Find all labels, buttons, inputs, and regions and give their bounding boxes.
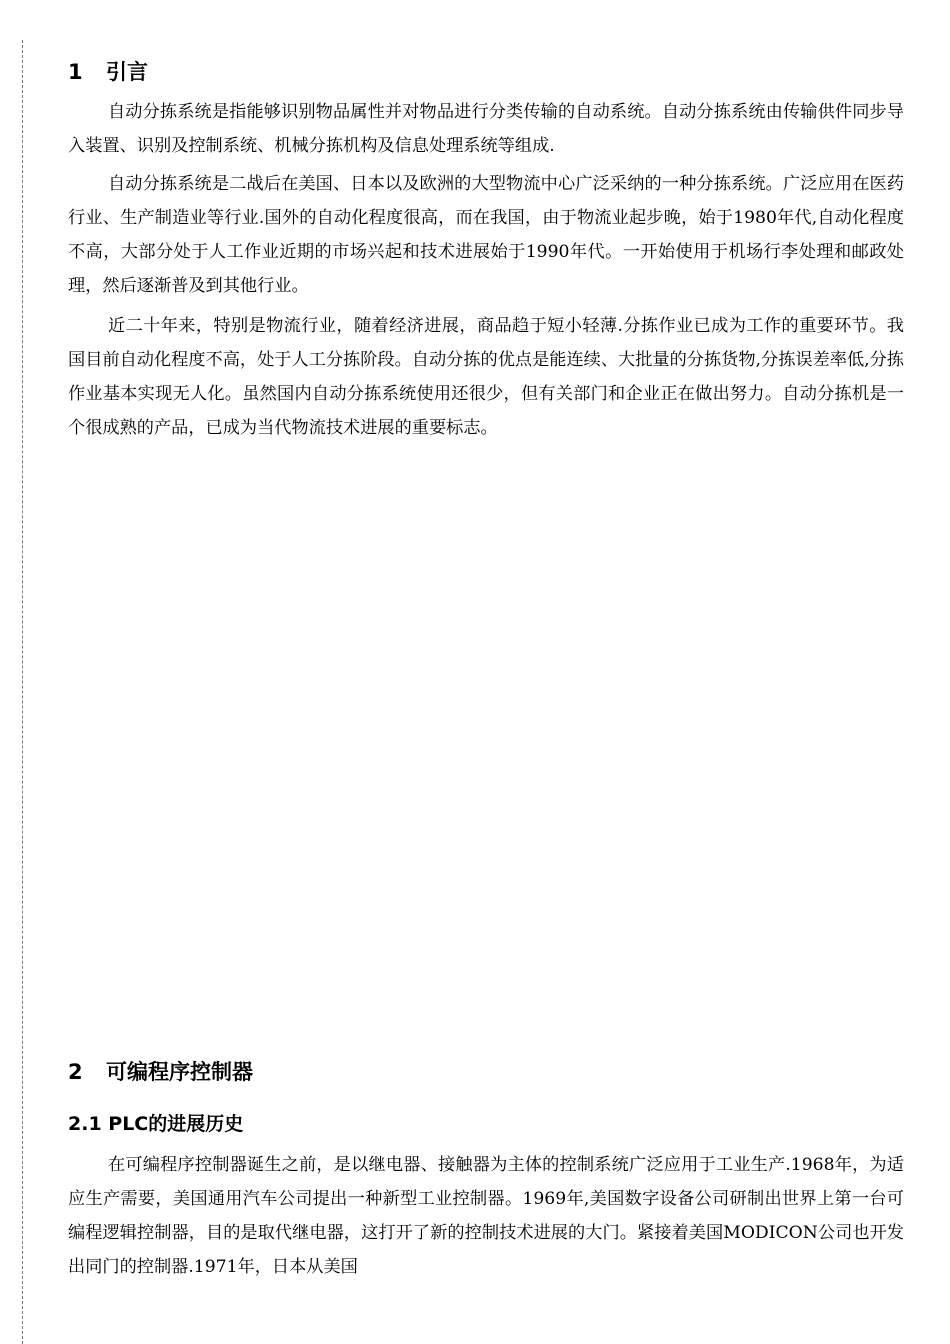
- section-1-title: 引言: [106, 60, 148, 84]
- section-1-heading: [68, 59, 148, 85]
- section-2-title: 可编程序控制器: [106, 1060, 253, 1084]
- section-1-paragraph-3: 近二十年来，特别是物流行业，随着经济进展，商品趋于短小轻薄.分拣作业已成为工作的重要环节。我国目前自动化程度不高，处于人工分拣阶段。自动分拣的优点是能连续、大批量的分拣货物,分拣误差率低,分拣作业基本实现无人化。虽然国内自动分拣系统使用还很少，但有关部门和企业正在做出努力。自动分拣机是一个很成熟的产品，已成为当代物流技术进展的重要标志。: [68, 316, 904, 438]
- binding-margin-line: [22, 40, 23, 1344]
- section-1-paragraph-1: 自动分拣系统是指能够识别物品属性并对物品进行分类传输的自动系统。自动分拣系统由传输供件同步导入装置、识别及控制系统、机械分拣机构及信息处理系统等组成.: [68, 102, 904, 156]
- section-1-paragraph-2: 自动分拣系统是二战后在美国、日本以及欧洲的大型物流中心广泛采纳的一种分拣系统。广泛应用在医药行业、生产制造业等行业.国外的自动化程度很高，而在我国，由于物流业起步晚，始于1980年代,自动化程度不高，大部分处于人工作业近期的市场兴起和技术进展始于1990年代。一开始使用于机场行李处理和邮政处理，然后逐渐普及到其他行业。: [68, 174, 904, 296]
- section-1-number: 1: [68, 60, 83, 84]
- section-2-number: 2: [68, 1060, 83, 1084]
- section-2-heading: [68, 1059, 253, 1085]
- subsection-2-1-paragraph-1: 在可编程序控制器诞生之前，是以继电器、接触器为主体的控制系统广泛应用于工业生产.1968年，为适应生产需要，美国通用汽车公司提出一种新型工业控制器。1969年,美国数字设备公司研制出世界上第一台可编程逻辑控制器，目的是取代继电器，这打开了新的控制技术进展的大门。紧接着美国MODICON公司也开发出同门的控制器.1971年，日本从美国: [68, 1155, 904, 1277]
- subsection-2-1-heading: 2.1 PLC的进展历史: [68, 1113, 244, 1135]
